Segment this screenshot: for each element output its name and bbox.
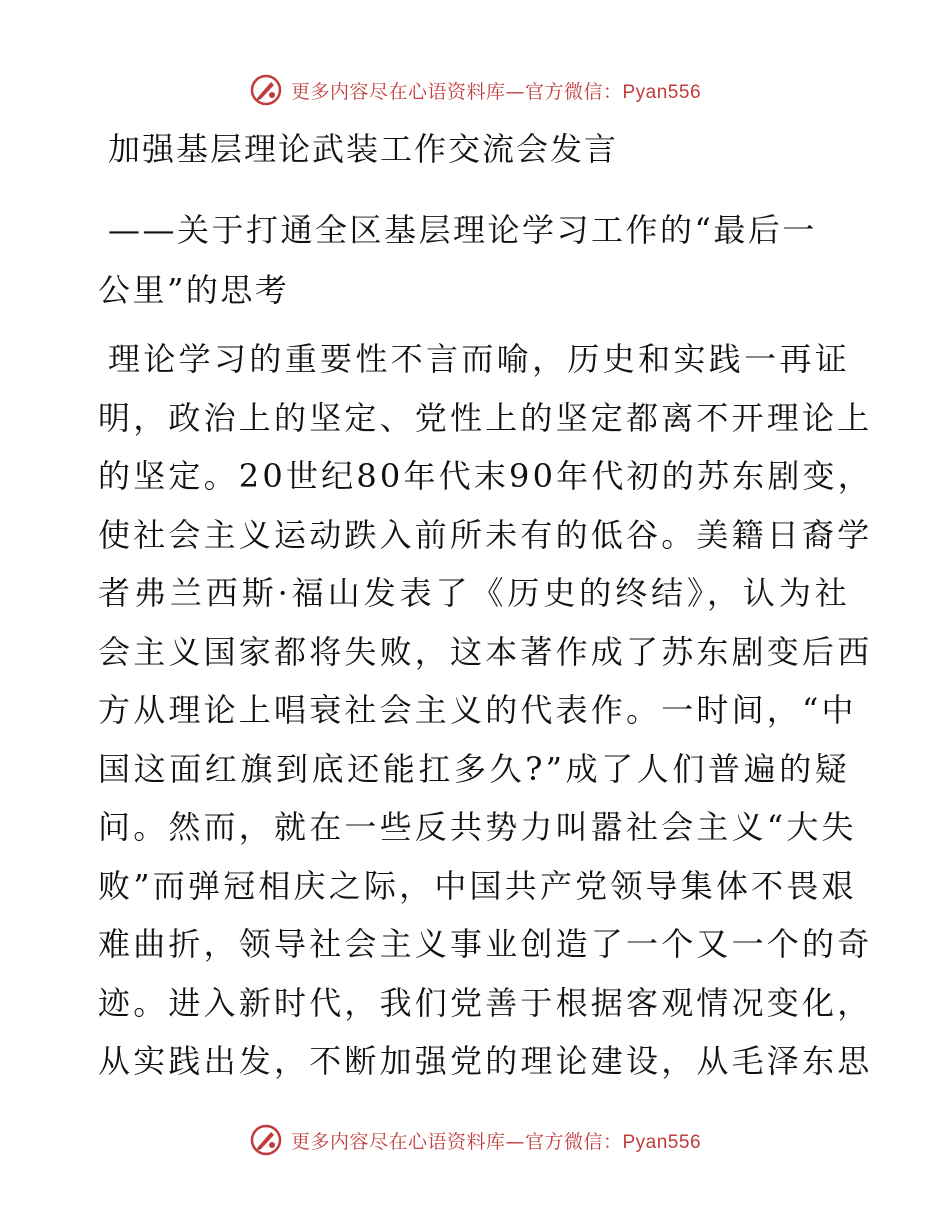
subtitle-line: 公里”的思考 xyxy=(98,271,290,309)
footer-watermark xyxy=(0,1120,950,1160)
body-line: 理论学习的重要性不言而喻，历史和实践一再证 xyxy=(108,340,850,378)
watermark-id: Pyan556 xyxy=(622,81,702,103)
body-line: 败”而弹冠相庆之际，中国共产党领导集体不畏艰 xyxy=(98,866,857,905)
watermark-text xyxy=(291,1127,701,1154)
body-line: 明，政治上的坚定、党性上的坚定都离不开理论上 xyxy=(98,398,873,437)
watermark-main: 更多内容尽在心语资料库 xyxy=(290,80,506,103)
watermark-label: 官方微信： xyxy=(524,80,623,103)
pen-seal-icon xyxy=(249,73,283,107)
watermark-label: 官方微信： xyxy=(524,1130,623,1153)
watermark-id: Pyan556 xyxy=(622,1131,702,1153)
body-line: 问。然而，就在一些反共势力叫嚣社会主义“大失 xyxy=(98,808,857,846)
body-line: 方从理论上唱衰社会主义的代表作。一时间，“中 xyxy=(98,691,857,729)
body-line: 从实践出发，不断加强党的理论建设，从毛泽东思 xyxy=(98,1042,873,1080)
pen-seal-icon xyxy=(249,1123,283,1157)
body-line: 迹。进入新时代，我们党善于根据客观情况变化， xyxy=(98,983,873,1022)
body-line: 使社会主义运动跌入前所未有的低谷。美籍日裔学 xyxy=(98,515,873,554)
document-body xyxy=(98,330,873,1091)
watermark-separator: — xyxy=(505,1130,525,1153)
body-line: 的坚定。20世纪80年代末90年代初的苏东剧变， xyxy=(98,457,873,495)
watermark-separator: — xyxy=(505,80,525,103)
document-subtitle xyxy=(98,200,858,320)
body-line: 者弗兰西斯·福山发表了《历史的终结》，认为社 xyxy=(98,574,850,612)
header-watermark xyxy=(0,70,950,110)
watermark-text xyxy=(291,77,701,104)
body-line: 难曲折，领导社会主义事业创造了一个又一个的奇 xyxy=(98,925,873,963)
document-title: 加强基层理论武装工作交流会发言 xyxy=(108,130,619,168)
subtitle-line: ——关于打通全区基层理论学习工作的“最后一 xyxy=(108,211,817,249)
body-line: 会主义国家都将失败，这本著作成了苏东剧变后西 xyxy=(98,632,873,671)
body-line: 国这面红旗到底还能扛多久?”成了人们普遍的疑 xyxy=(98,749,850,788)
watermark-main: 更多内容尽在心语资料库 xyxy=(290,1130,506,1153)
